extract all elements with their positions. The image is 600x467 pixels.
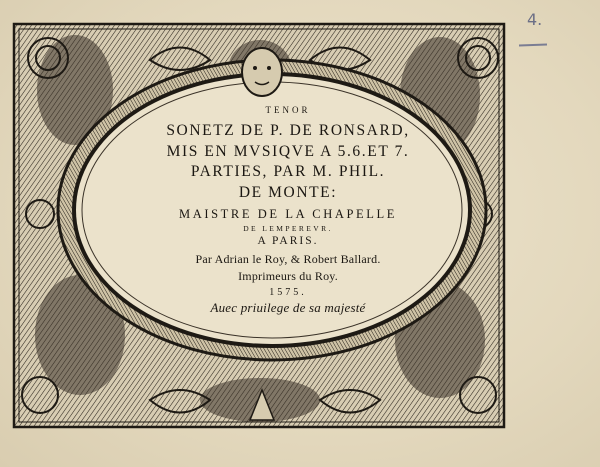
voice-part: TENOR — [265, 105, 311, 115]
printers-line-1: Par Adrian le Roy, & Robert Ballard. — [195, 251, 381, 266]
imprint-place: A PARIS. — [257, 235, 319, 247]
title-line-1: SONETZ DE P. DE RONSARD, — [166, 122, 410, 139]
title-line-2: MIS EN MVSIQVE A 5.6.ET 7. — [166, 142, 410, 160]
imprint-year: 1575. — [269, 286, 307, 298]
title-line-3: PARTIES, PAR M. PHIL. — [190, 163, 386, 180]
title-line-6: DE LEMPEREVR. — [243, 223, 333, 233]
printers-line-2: Imprimeurs du Roy. — [238, 268, 338, 283]
title-text — [120, 86, 456, 314]
pencil-folio-number: 4. — [527, 10, 543, 29]
privilege-line: Auec priuilege de sa majesté — [210, 299, 366, 315]
title-line-4: DE MONTE: — [238, 183, 338, 201]
title-line-5: MAISTRE DE LA CHAPELLE — [179, 207, 397, 221]
